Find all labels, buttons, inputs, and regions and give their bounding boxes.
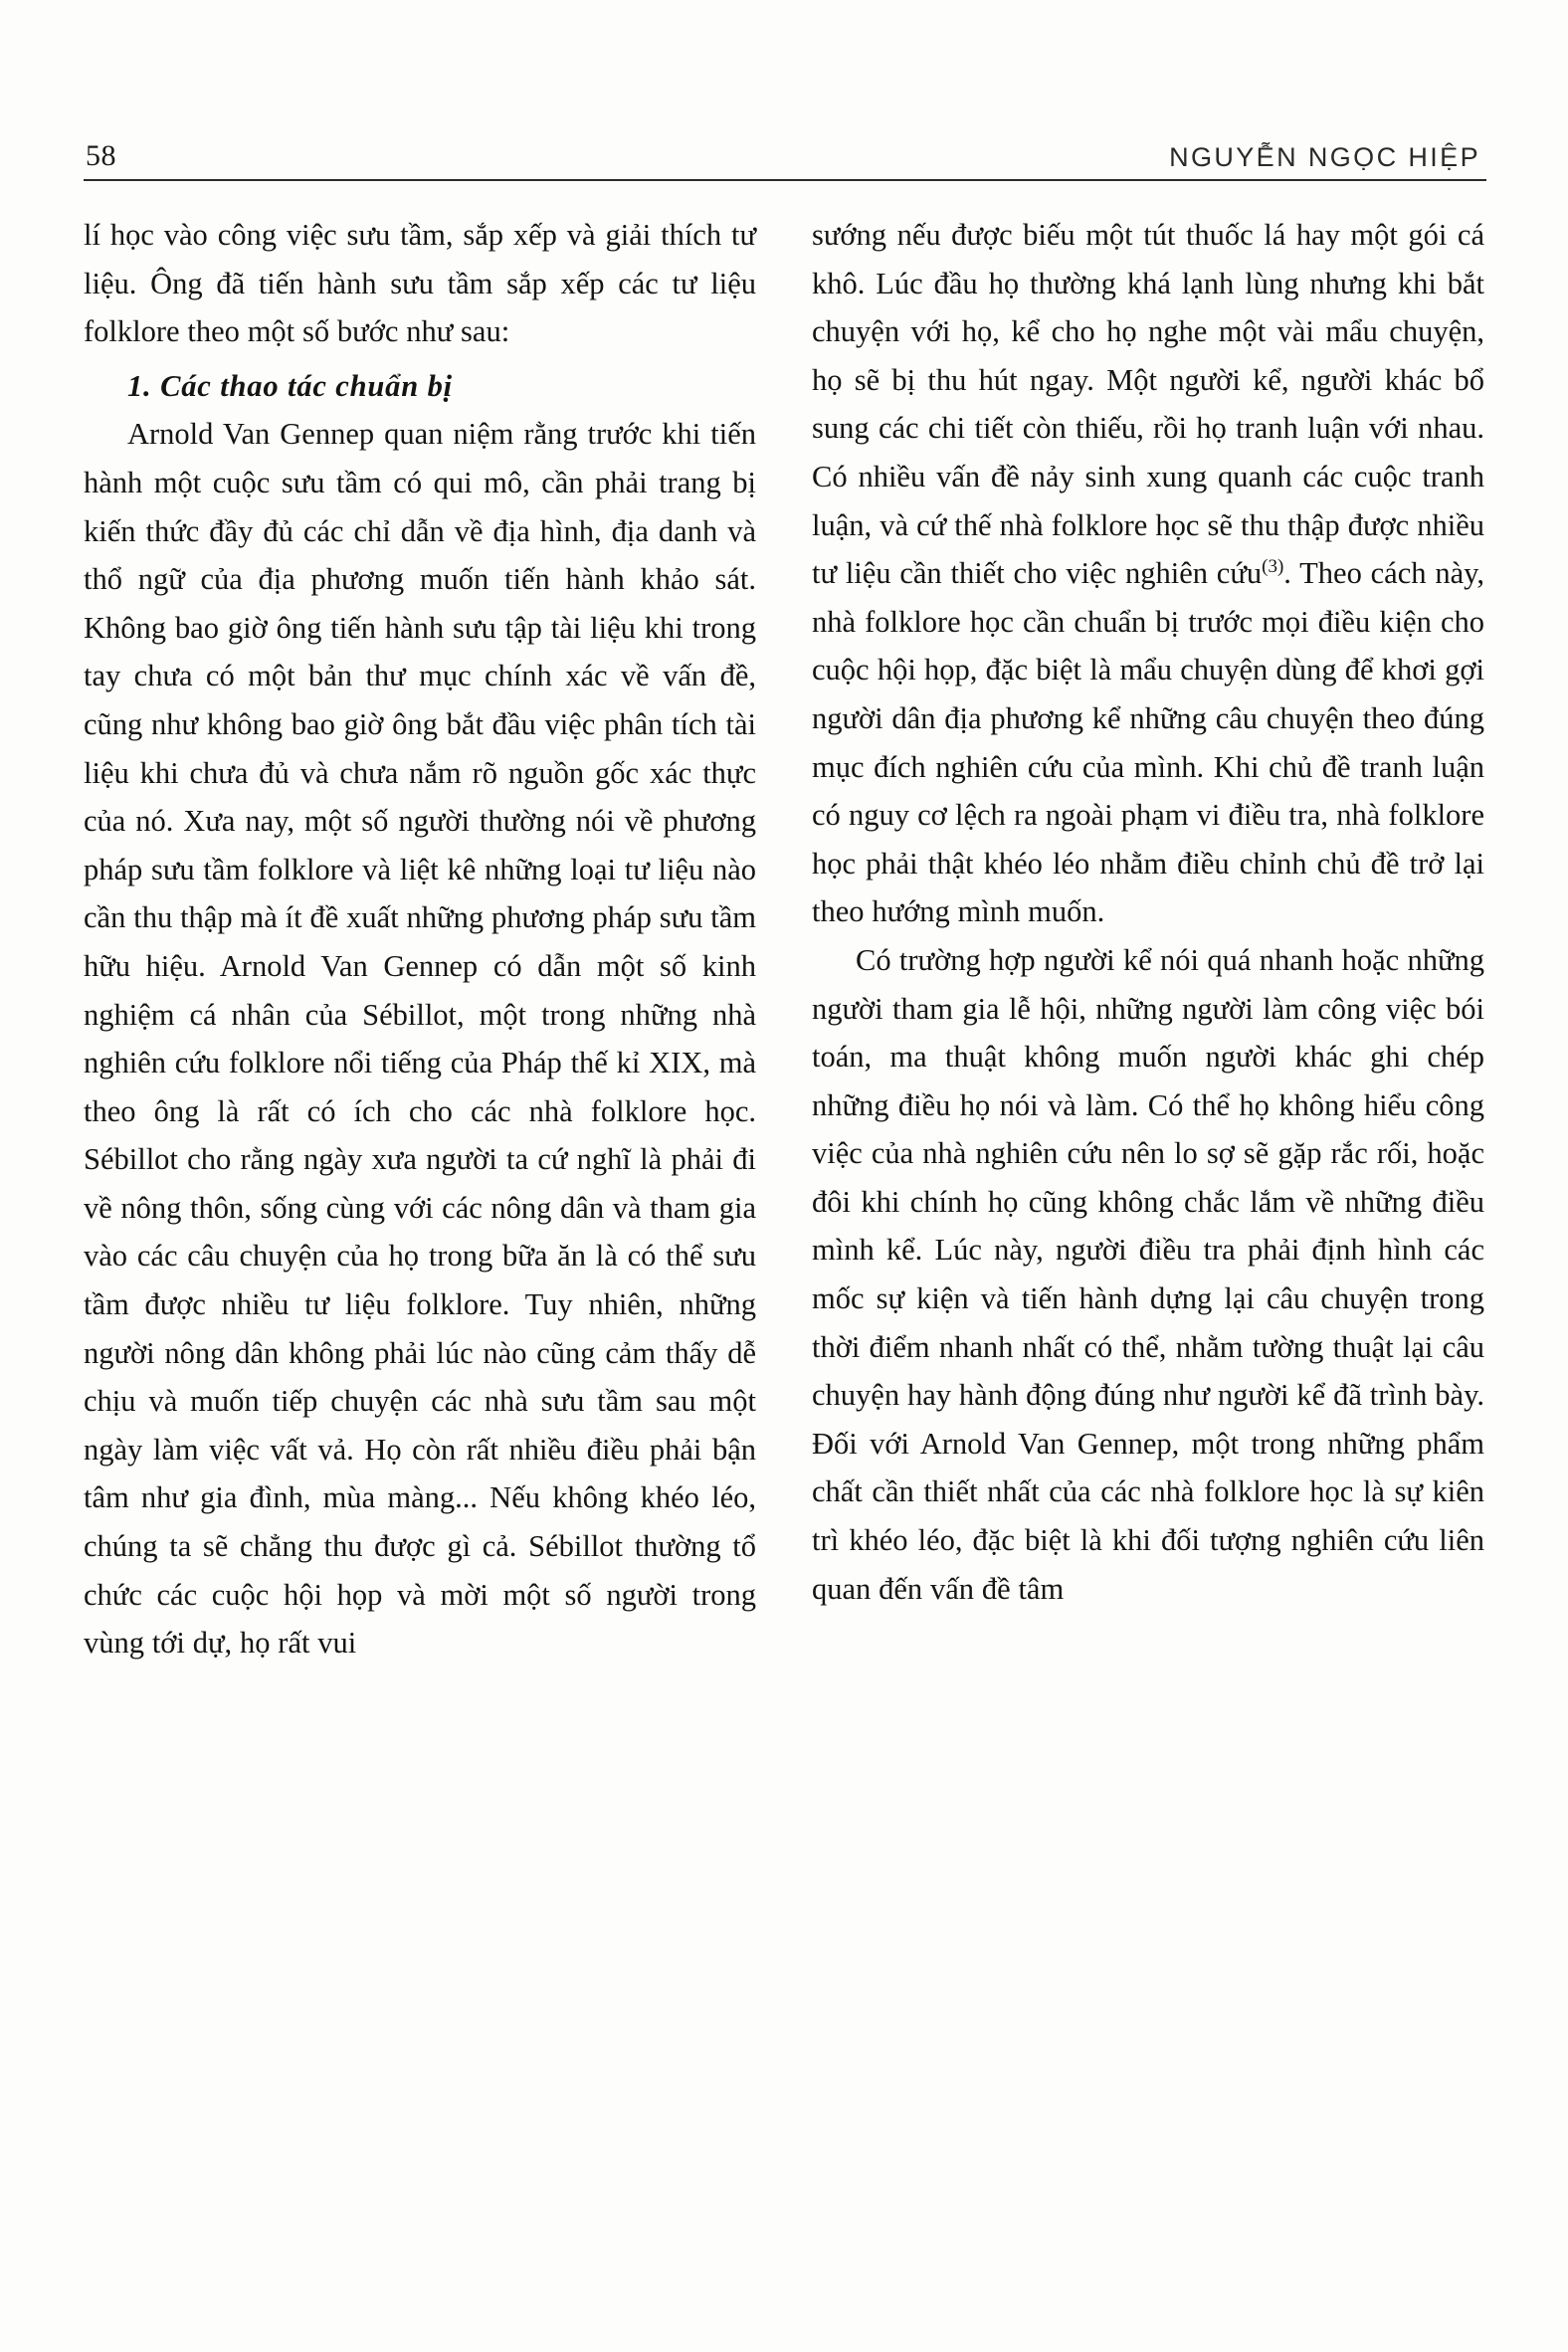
paragraph-text-continued: . Theo cách này, nhà folklore học cần chuẩn bị trước mọi điều kiện cho cuộc hội họp, đặc biệt là mẩu chuyện dùng để khơi gợi người dân địa phương kể những câu chuyện theo đúng mục đích nghiên cứu của mình. Khi chủ đề tranh luận có nguy cơ lệch ra ngoài phạm vi điều tra, nhà folklore học phải thật khéo léo nhằm điều chỉnh chủ đề trở lại theo hướng mình muốn. xyxy=(812,556,1484,929)
paragraph: Arnold Van Gennep quan niệm rằng trước khi tiến hành một cuộc sưu tầm có qui mô, cần phải trang bị kiến thức đầy đủ các chỉ dẫn về địa hình, địa danh và thổ ngữ của địa phương muốn tiến hành khảo sát. Không bao giờ ông tiến hành sưu tập tài liệu khi trong tay chưa có một bản thư mục chính xác về vấn đề, cũng như không bao giờ ông bắt đầu việc phân tích tài liệu khi chưa đủ và chưa nắm rõ nguồn gốc xác thực của nó. Xưa nay, một số người thường nói về phương pháp sưu tầm folklore và liệt kê những loại tư liệu nào cần thu thập mà ít đề xuất những phương pháp sưu tầm hữu hiệu. Arnold Van Gennep có dẫn một số kinh nghiệm cá nhân của Sébillot, một trong những nhà nghiên cứu folklore nổi tiếng của Pháp thế kỉ XIX, mà theo ông là rất có ích cho các nhà folklore học. Sébillot cho rằng ngày xưa người ta cứ nghĩ là phải đi về nông thôn, sống cùng với các nông dân và tham gia vào các câu chuyện của họ trong bữa ăn là có thể sưu tầm được nhiều tư liệu folklore. Tuy nhiên, những người nông dân không phải lúc nào cũng cảm thấy dễ chịu và muốn tiếp chuyện các nhà sưu tầm sau một ngày làm việc vất vả. Họ còn rất nhiều điều phải bận tâm như gia đình, mùa màng... Nếu không khéo léo, chúng ta sẽ chẳng thu được gì cả. Sébillot thường tổ chức các cuộc hội họp và mời một số người trong vùng tới dự, họ rất vui xyxy=(84,417,756,1661)
paragraph: lí học vào công việc sưu tầm, sắp xếp và giải thích tư liệu. Ông đã tiến hành sưu tầm sắp xếp các tư liệu folklore theo một số bước như sau: xyxy=(84,218,756,349)
page-header xyxy=(84,125,1486,173)
header-rule xyxy=(84,179,1486,181)
page-content xyxy=(84,125,1486,1667)
footnote-marker: (3) xyxy=(1262,556,1284,577)
two-column-body xyxy=(84,211,1486,1667)
paragraph xyxy=(812,211,1484,936)
running-head: NGUYỄN NGỌC HIỆP xyxy=(1169,142,1480,172)
left-column xyxy=(84,211,756,1667)
right-column xyxy=(812,211,1484,1667)
paragraph-text: sướng nếu được biếu một tút thuốc lá hay một gói cá khô. Lúc đầu họ thường khá lạnh lùng nhưng khi bắt chuyện với họ, kể cho họ nghe một vài mẩu chuyện, họ sẽ bị thu hút ngay. Một người kể, người khác bổ sung các chi tiết còn thiếu, rồi họ tranh luận với nhau. Có nhiều vấn đề nảy sinh xung quanh các cuộc tranh luận, và cứ thế nhà folklore học sẽ thu thập được nhiều tư liệu cần thiết cho việc nghiên cứu xyxy=(812,218,1484,591)
page-number: 58 xyxy=(86,139,116,172)
paragraph: Có trường hợp người kể nói quá nhanh hoặc những người tham gia lễ hội, những người làm công việc bói toán, ma thuật không muốn người khác ghi chép những điều họ nói và làm. Có thể họ không hiểu công việc của nhà nghiên cứu nên lo sợ sẽ gặp rắc rối, hoặc đôi khi chính họ cũng không chắc lắm về những điều mình kể. Lúc này, người điều tra phải định hình các mốc sự kiện và tiến hành dựng lại câu chuyện trong thời điểm nhanh nhất có thể, nhằm tường thuật lại câu chuyện hay hành động đúng như người kể đã trình bày. Đối với Arnold Van Gennep, một trong những phẩm chất cần thiết nhất của các nhà folklore học là sự kiên trì khéo léo, đặc biệt là khi đối tượng nghiên cứu liên quan đến vấn đề tâm xyxy=(812,942,1484,1606)
section-subheading: 1. Các thao tác chuẩn bị xyxy=(127,368,453,403)
